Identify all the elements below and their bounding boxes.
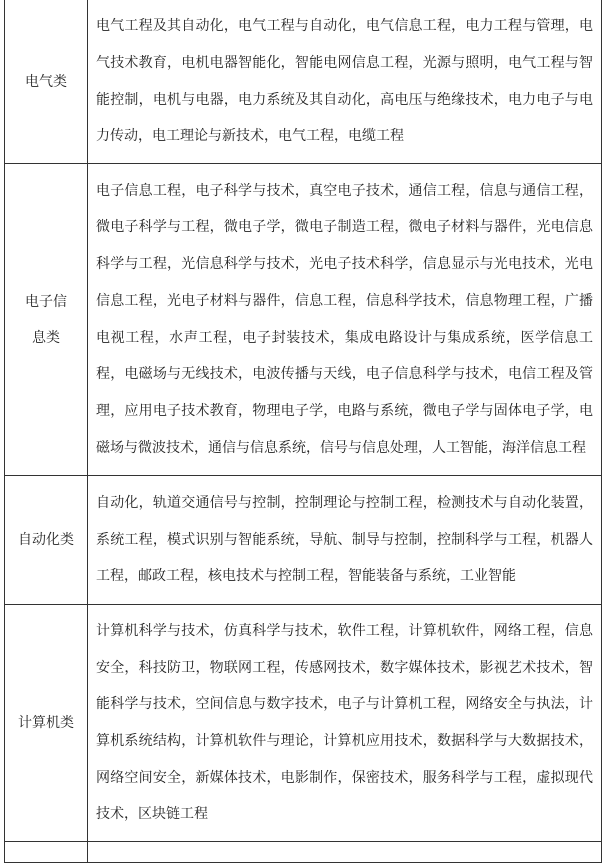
majors-cell (88, 842, 602, 863)
majors-cell: 自动化，轨道交通信号与控制，控制理论与控制工程，检测技术与自动化装置，系统工程，模式识别与智能系统，导航、制导与控制，控制科学与工程，机器人工程，邮政工程，核电技术与控制工程，智能装备与系统，工业智能 (88, 476, 602, 605)
table-row (5, 164, 602, 476)
table-row (5, 0, 602, 164)
table-row (5, 605, 602, 842)
majors-table (4, 0, 602, 863)
table-row (5, 842, 602, 863)
category-label: 电子信息类 (25, 293, 67, 346)
majors-cell: 电气工程及其自动化，电气工程与自动化，电气信息工程，电力工程与管理，电气技术教育，电机电器智能化，智能电网信息工程，光源与照明，电气工程与智能控制，电机与电器，电力系统及其自动化，高电压与绝缘技术，电力电子与电力传动，电工理论与新技术，电气工程，电缆工程 (88, 0, 602, 164)
majors-cell: 计算机科学与技术，仿真科学与技术，软件工程，计算机软件，网络工程，信息安全，科技防卫，物联网工程，传感网技术，数字媒体技术，影视艺术技术，智能科学与技术，空间信息与数字技术，电子与计算机工程，网络安全与执法，计算机系统结构，计算机软件与理论，计算机应用技术，数据科学与大数据技术，网络空间安全，新媒体技术，电影制作，保密技术，服务科学与工程，虚拟现代技术，区块链工程 (88, 605, 602, 842)
category-label: 电气类 (25, 73, 67, 90)
table-row (5, 476, 602, 605)
category-cell (5, 842, 88, 863)
category-label: 自动化类 (18, 532, 74, 548)
majors-cell: 电子信息工程，电子科学与技术，真空电子技术，通信工程，信息与通信工程，微电子科学与工程，微电子学，微电子制造工程，微电子材料与器件，光电信息科学与工程，光信息科学与技术，光电子技术科学，信息显示与光电技术，光电信息工程，光电子材料与器件，信息工程，信息科学技术，信息物理工程，广播电视工程，水声工程，电子封装技术，集成电路设计与集成系统，医学信息工程，电磁场与无线技术，电波传播与天线，电子信息科学与技术，电信工程及管理，应用电子技术教育，物理电子学，电路与系统，微电子学与固体电子学，电磁场与微波技术，通信与信息系统，信号与信息处理，人工智能，海洋信息工程 (88, 164, 602, 476)
category-label: 计算机类 (18, 715, 74, 731)
category-cell (5, 164, 88, 476)
category-cell (5, 605, 88, 842)
category-cell (5, 0, 88, 164)
category-cell (5, 476, 88, 605)
